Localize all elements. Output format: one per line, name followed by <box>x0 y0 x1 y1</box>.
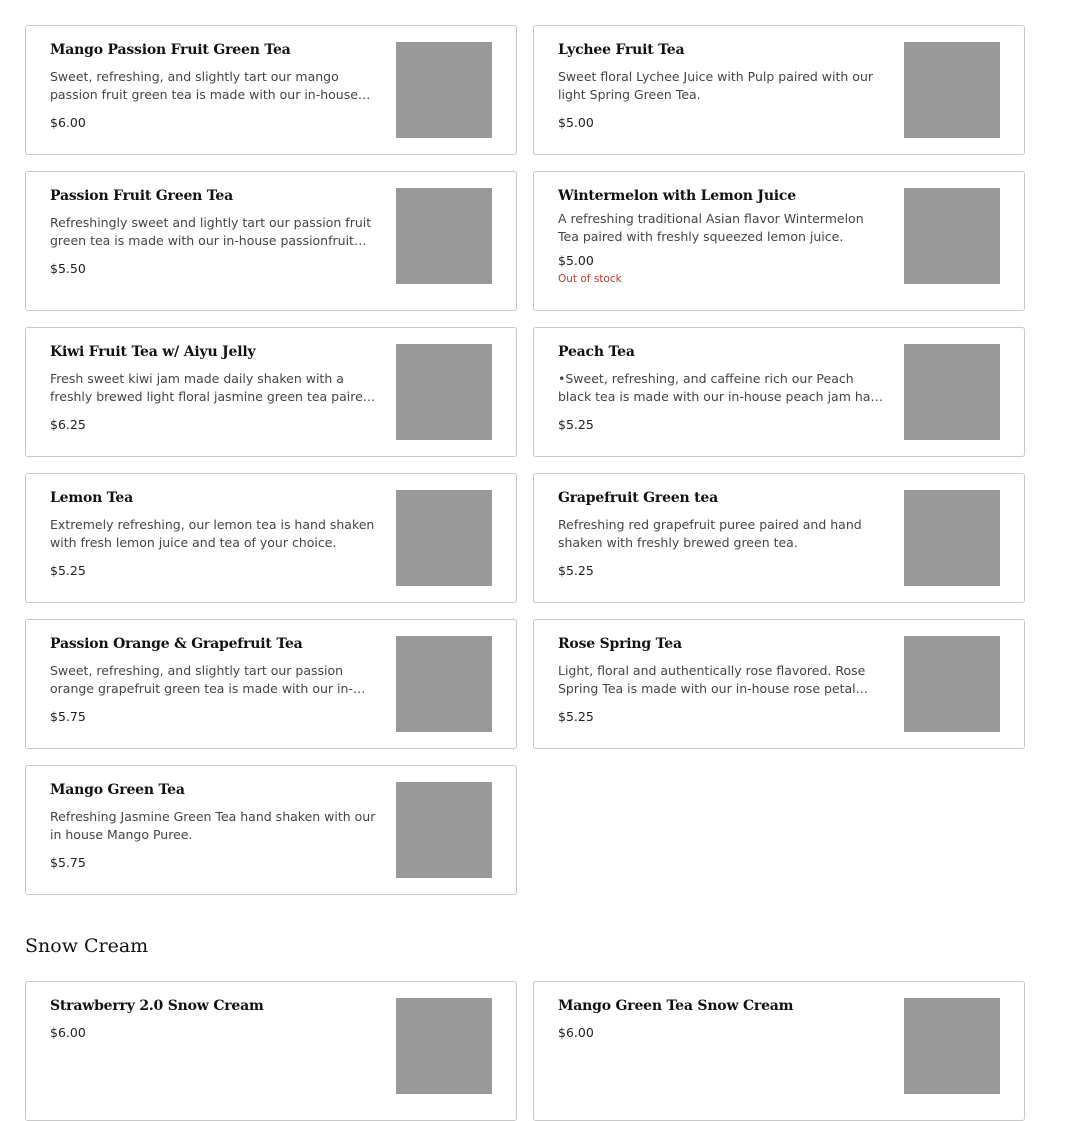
menu-item-card[interactable] <box>533 25 1025 155</box>
item-price: $5.25 <box>50 563 86 578</box>
menu-item-card[interactable] <box>25 171 517 311</box>
item-name: Kiwi Fruit Tea w/ Aiyu Jelly <box>50 344 256 360</box>
item-image <box>904 188 1000 284</box>
item-description: Sweet, refreshing, and slightly tart our passion orange grapefruit green tea is made with our in- <box>50 663 353 696</box>
item-description: Sweet, refreshing, and slightly tart our mango passion fruit green tea is made with our in-house <box>50 69 358 102</box>
item-image <box>396 490 492 586</box>
item-image <box>396 782 492 878</box>
item-name: Mango Green Tea Snow Cream <box>558 998 794 1014</box>
item-image <box>396 344 492 440</box>
item-image <box>904 998 1000 1094</box>
item-price: $5.25 <box>558 563 594 578</box>
item-name: Passion Orange & Grapefruit Tea <box>50 636 303 652</box>
item-name: Peach Tea <box>558 344 635 360</box>
section-title-snow-cream: Snow Cream <box>25 935 149 957</box>
item-name: Rose Spring Tea <box>558 636 682 652</box>
item-price: $5.75 <box>50 855 86 870</box>
item-price: $5.50 <box>50 261 86 276</box>
item-description: Refreshing Jasmine Green Tea hand shaken with our in house Mango Puree. <box>50 809 376 842</box>
item-price: $5.75 <box>50 709 86 724</box>
item-name: Mango Green Tea <box>50 782 185 798</box>
item-description: A refreshing traditional Asian flavor Wintermelon Tea paired with freshly squeezed lemon juice. <box>558 211 864 244</box>
item-price: $6.00 <box>50 1025 86 1040</box>
menu-item-card[interactable] <box>25 327 517 457</box>
snow-cream-grid <box>25 981 1025 1121</box>
item-name: Lychee Fruit Tea <box>558 42 685 58</box>
item-description: Sweet floral Lychee Juice with Pulp paired with our light Spring Green Tea. <box>558 69 874 102</box>
item-image <box>904 636 1000 732</box>
menu-item-card[interactable] <box>25 619 517 749</box>
menu-item-card[interactable] <box>533 327 1025 457</box>
item-price: $5.25 <box>558 709 594 724</box>
item-price: $6.00 <box>50 115 86 130</box>
menu-item-card[interactable] <box>25 981 517 1121</box>
item-price: $6.25 <box>50 417 86 432</box>
item-image <box>904 344 1000 440</box>
item-name: Strawberry 2.0 Snow Cream <box>50 998 264 1014</box>
item-name: Grapefruit Green tea <box>558 490 718 506</box>
item-image <box>396 188 492 284</box>
item-description: Light, floral and authentically rose flavored. Rose Spring Tea is made with our in-house rose petal <box>558 663 866 696</box>
menu-item-card[interactable] <box>533 473 1025 603</box>
menu-item-card[interactable] <box>533 619 1025 749</box>
item-description: •Sweet, refreshing, and caffeine rich our Peach black tea is made with our in-house peach jam hand <box>558 371 887 404</box>
item-description: Refreshingly sweet and lightly tart our passion fruit green tea is made with our in-house passionfruit <box>50 215 372 248</box>
fruit-tea-grid <box>25 25 1025 895</box>
item-name: Mango Passion Fruit Green Tea <box>50 42 291 58</box>
item-image <box>396 998 492 1094</box>
item-image <box>904 42 1000 138</box>
menu-item-card[interactable] <box>533 981 1025 1121</box>
out-of-stock-label: Out of stock <box>558 273 622 285</box>
item-price: $5.25 <box>558 417 594 432</box>
item-name: Wintermelon with Lemon Juice <box>558 188 796 204</box>
item-image <box>396 636 492 732</box>
item-description: Extremely refreshing, our lemon tea is hand shaken with fresh lemon juice and tea of your choice. <box>50 517 375 550</box>
menu-item-card[interactable] <box>533 171 1025 311</box>
item-description: Fresh sweet kiwi jam made daily shaken with a freshly brewed light floral jasmine green tea paired <box>50 371 371 404</box>
menu-item-card[interactable] <box>25 25 517 155</box>
item-price: $5.00 <box>558 253 594 268</box>
item-image <box>904 490 1000 586</box>
item-name: Lemon Tea <box>50 490 133 506</box>
item-description: Refreshing red grapefruit puree paired and hand shaken with freshly brewed green tea. <box>558 517 862 550</box>
item-image <box>396 42 492 138</box>
item-name: Passion Fruit Green Tea <box>50 188 233 204</box>
menu-item-card[interactable] <box>25 473 517 603</box>
menu-item-card[interactable] <box>25 765 517 895</box>
item-price: $5.00 <box>558 115 594 130</box>
item-price: $6.00 <box>558 1025 594 1040</box>
